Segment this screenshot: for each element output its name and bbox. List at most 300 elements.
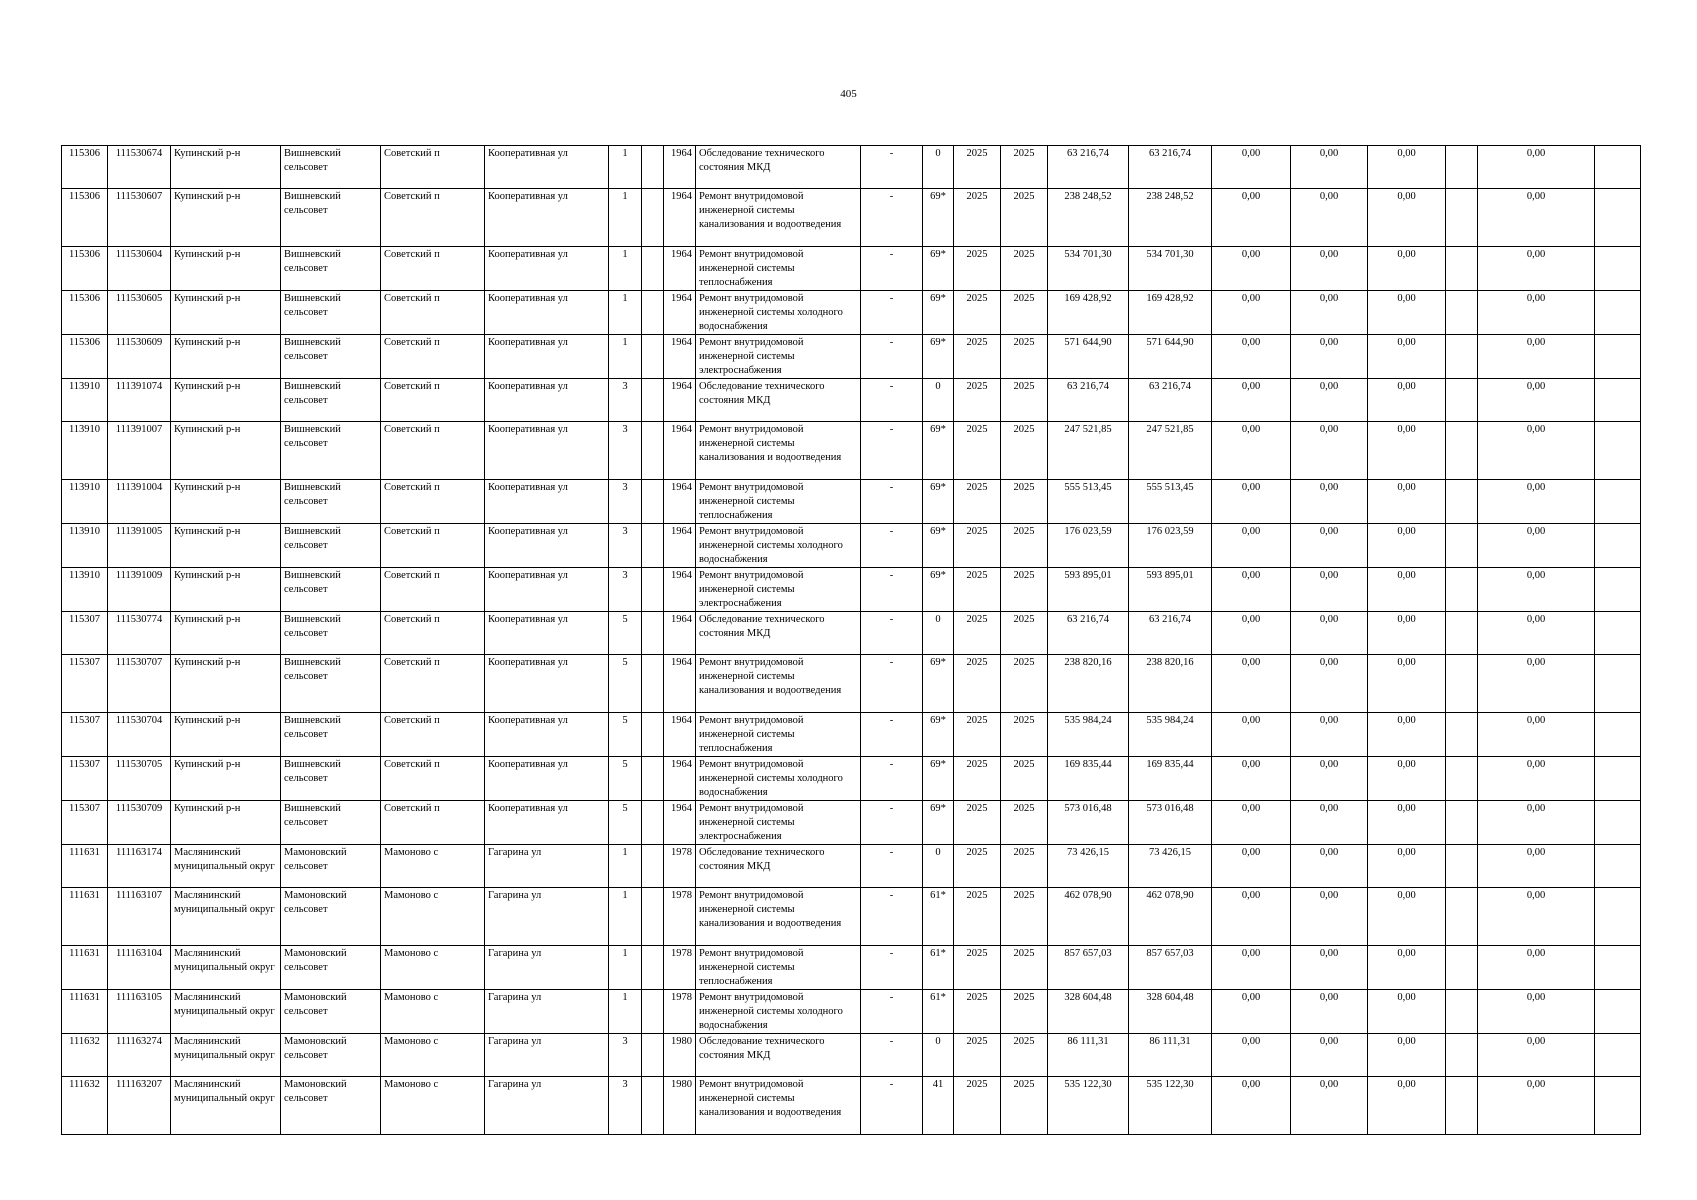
cell-council: Вишневский сельсовет bbox=[281, 335, 381, 379]
cell-fund-6 bbox=[1595, 291, 1641, 335]
cell-start-year: 2025 bbox=[954, 946, 1001, 990]
table-row bbox=[62, 480, 1641, 524]
table-row bbox=[62, 335, 1641, 379]
cell-house-id: 115307 bbox=[62, 801, 108, 845]
cell-sum-cost: 857 657,03 bbox=[1129, 946, 1212, 990]
cell-council: Мамоновский сельсовет bbox=[281, 845, 381, 888]
cell-total-cost: 169 835,44 bbox=[1048, 757, 1129, 801]
cell-fund-6 bbox=[1595, 568, 1641, 612]
cell-fund-1: 0,00 bbox=[1212, 291, 1291, 335]
cell-settlement: Мамоново с bbox=[381, 845, 485, 888]
cell-end-year: 2025 bbox=[1001, 247, 1048, 291]
cell-house-id: 115306 bbox=[62, 335, 108, 379]
cell-end-year: 2025 bbox=[1001, 655, 1048, 713]
cell-house-id: 115306 bbox=[62, 291, 108, 335]
cell-settlement: Советский п bbox=[381, 247, 485, 291]
cell-district: Купинский р-н bbox=[171, 524, 281, 568]
cell-street: Кооперативная ул bbox=[485, 247, 609, 291]
cell-house-number: 5 bbox=[609, 757, 642, 801]
table-row bbox=[62, 422, 1641, 480]
cell-street: Кооперативная ул bbox=[485, 568, 609, 612]
cell-house-number: 1 bbox=[609, 946, 642, 990]
cell-fund-5: 0,00 bbox=[1478, 146, 1595, 189]
cell-dash: - bbox=[861, 189, 923, 247]
cell-house-number: 5 bbox=[609, 612, 642, 655]
cell-fund-2: 0,00 bbox=[1291, 480, 1368, 524]
cell-council: Вишневский сельсовет bbox=[281, 189, 381, 247]
cell-work-code: 111163174 bbox=[108, 845, 171, 888]
cell-build-year: 1964 bbox=[664, 612, 696, 655]
cell-building bbox=[642, 568, 664, 612]
cell-fund-3: 0,00 bbox=[1368, 1077, 1446, 1135]
cell-dash: - bbox=[861, 946, 923, 990]
cell-street: Кооперативная ул bbox=[485, 801, 609, 845]
cell-total-cost: 73 426,15 bbox=[1048, 845, 1129, 888]
cell-fund-3: 0,00 bbox=[1368, 379, 1446, 422]
cell-end-year: 2025 bbox=[1001, 189, 1048, 247]
table-row bbox=[62, 655, 1641, 713]
cell-end-year: 2025 bbox=[1001, 1077, 1048, 1135]
cell-council: Мамоновский сельсовет bbox=[281, 888, 381, 946]
cell-end-year: 2025 bbox=[1001, 801, 1048, 845]
cell-building bbox=[642, 422, 664, 480]
cell-dash: - bbox=[861, 990, 923, 1034]
cell-house-number: 3 bbox=[609, 480, 642, 524]
cell-fund-5: 0,00 bbox=[1478, 247, 1595, 291]
cell-fund-6 bbox=[1595, 480, 1641, 524]
cell-street: Кооперативная ул bbox=[485, 422, 609, 480]
cell-fund-6 bbox=[1595, 335, 1641, 379]
cell-fund-4 bbox=[1446, 713, 1478, 757]
cell-build-year: 1964 bbox=[664, 713, 696, 757]
cell-build-year: 1978 bbox=[664, 990, 696, 1034]
cell-work-code: 111391074 bbox=[108, 379, 171, 422]
cell-wear-percent: 69* bbox=[923, 524, 954, 568]
cell-end-year: 2025 bbox=[1001, 946, 1048, 990]
cell-dash: - bbox=[861, 801, 923, 845]
cell-work-code: 111530774 bbox=[108, 612, 171, 655]
cell-fund-3: 0,00 bbox=[1368, 612, 1446, 655]
cell-work-type: Ремонт внутридомовой инженерной системы холодного водоснабжения bbox=[696, 291, 861, 335]
cell-wear-percent: 0 bbox=[923, 379, 954, 422]
cell-total-cost: 86 111,31 bbox=[1048, 1034, 1129, 1077]
cell-council: Вишневский сельсовет bbox=[281, 291, 381, 335]
cell-street: Кооперативная ул bbox=[485, 757, 609, 801]
table-row bbox=[62, 990, 1641, 1034]
table-row bbox=[62, 845, 1641, 888]
cell-house-id: 113910 bbox=[62, 379, 108, 422]
cell-street: Гагарина ул bbox=[485, 888, 609, 946]
cell-fund-1: 0,00 bbox=[1212, 1034, 1291, 1077]
cell-fund-1: 0,00 bbox=[1212, 946, 1291, 990]
cell-work-code: 111530704 bbox=[108, 713, 171, 757]
cell-house-number: 3 bbox=[609, 379, 642, 422]
cell-fund-2: 0,00 bbox=[1291, 379, 1368, 422]
cell-house-id: 111632 bbox=[62, 1034, 108, 1077]
cell-start-year: 2025 bbox=[954, 291, 1001, 335]
cell-work-code: 111163105 bbox=[108, 990, 171, 1034]
cell-total-cost: 573 016,48 bbox=[1048, 801, 1129, 845]
cell-work-type: Ремонт внутридомовой инженерной системы канализования и водоотведения bbox=[696, 1077, 861, 1135]
cell-fund-1: 0,00 bbox=[1212, 480, 1291, 524]
cell-fund-5: 0,00 bbox=[1478, 888, 1595, 946]
cell-fund-5: 0,00 bbox=[1478, 612, 1595, 655]
cell-fund-5: 0,00 bbox=[1478, 379, 1595, 422]
cell-street: Кооперативная ул bbox=[485, 379, 609, 422]
cell-dash: - bbox=[861, 655, 923, 713]
cell-work-type: Ремонт внутридомовой инженерной системы канализования и водоотведения bbox=[696, 189, 861, 247]
cell-street: Кооперативная ул bbox=[485, 612, 609, 655]
cell-building bbox=[642, 713, 664, 757]
cell-end-year: 2025 bbox=[1001, 335, 1048, 379]
cell-council: Вишневский сельсовет bbox=[281, 757, 381, 801]
cell-build-year: 1964 bbox=[664, 291, 696, 335]
cell-fund-3: 0,00 bbox=[1368, 247, 1446, 291]
cell-fund-6 bbox=[1595, 757, 1641, 801]
cell-wear-percent: 69* bbox=[923, 713, 954, 757]
cell-fund-4 bbox=[1446, 247, 1478, 291]
cell-fund-4 bbox=[1446, 480, 1478, 524]
cell-end-year: 2025 bbox=[1001, 1034, 1048, 1077]
cell-fund-4 bbox=[1446, 189, 1478, 247]
cell-start-year: 2025 bbox=[954, 146, 1001, 189]
cell-sum-cost: 535 984,24 bbox=[1129, 713, 1212, 757]
cell-fund-4 bbox=[1446, 990, 1478, 1034]
cell-work-code: 111530709 bbox=[108, 801, 171, 845]
cell-work-code: 111163107 bbox=[108, 888, 171, 946]
cell-end-year: 2025 bbox=[1001, 524, 1048, 568]
cell-building bbox=[642, 801, 664, 845]
cell-house-number: 1 bbox=[609, 247, 642, 291]
cell-council: Вишневский сельсовет bbox=[281, 801, 381, 845]
cell-total-cost: 535 984,24 bbox=[1048, 713, 1129, 757]
cell-end-year: 2025 bbox=[1001, 146, 1048, 189]
cell-district: Купинский р-н bbox=[171, 655, 281, 713]
cell-fund-6 bbox=[1595, 612, 1641, 655]
cell-fund-1: 0,00 bbox=[1212, 1077, 1291, 1135]
cell-total-cost: 571 644,90 bbox=[1048, 335, 1129, 379]
cell-fund-3: 0,00 bbox=[1368, 189, 1446, 247]
cell-house-id: 115306 bbox=[62, 146, 108, 189]
cell-fund-3: 0,00 bbox=[1368, 990, 1446, 1034]
cell-settlement: Мамоново с bbox=[381, 1034, 485, 1077]
table-row bbox=[62, 189, 1641, 247]
cell-district: Маслянинский муниципальный округ bbox=[171, 946, 281, 990]
cell-fund-2: 0,00 bbox=[1291, 757, 1368, 801]
cell-street: Гагарина ул bbox=[485, 990, 609, 1034]
cell-start-year: 2025 bbox=[954, 1077, 1001, 1135]
cell-house-id: 113910 bbox=[62, 480, 108, 524]
cell-fund-1: 0,00 bbox=[1212, 713, 1291, 757]
cell-settlement: Советский п bbox=[381, 422, 485, 480]
cell-settlement: Советский п bbox=[381, 291, 485, 335]
cell-work-code: 111391009 bbox=[108, 568, 171, 612]
cell-build-year: 1964 bbox=[664, 801, 696, 845]
cell-settlement: Советский п bbox=[381, 189, 485, 247]
cell-work-code: 111530674 bbox=[108, 146, 171, 189]
cell-fund-3: 0,00 bbox=[1368, 845, 1446, 888]
cell-build-year: 1978 bbox=[664, 845, 696, 888]
cell-settlement: Советский п bbox=[381, 612, 485, 655]
cell-council: Мамоновский сельсовет bbox=[281, 990, 381, 1034]
cell-street: Кооперативная ул bbox=[485, 655, 609, 713]
cell-dash: - bbox=[861, 845, 923, 888]
table-row bbox=[62, 946, 1641, 990]
cell-fund-6 bbox=[1595, 247, 1641, 291]
table-row bbox=[62, 801, 1641, 845]
cell-street: Кооперативная ул bbox=[485, 189, 609, 247]
cell-fund-4 bbox=[1446, 888, 1478, 946]
cell-fund-5: 0,00 bbox=[1478, 801, 1595, 845]
cell-fund-2: 0,00 bbox=[1291, 247, 1368, 291]
cell-sum-cost: 63 216,74 bbox=[1129, 612, 1212, 655]
cell-fund-2: 0,00 bbox=[1291, 1034, 1368, 1077]
cell-work-code: 111163104 bbox=[108, 946, 171, 990]
cell-sum-cost: 534 701,30 bbox=[1129, 247, 1212, 291]
cell-fund-3: 0,00 bbox=[1368, 655, 1446, 713]
table-row bbox=[62, 247, 1641, 291]
cell-fund-3: 0,00 bbox=[1368, 335, 1446, 379]
cell-street: Гагарина ул bbox=[485, 946, 609, 990]
cell-house-number: 3 bbox=[609, 422, 642, 480]
cell-district: Купинский р-н bbox=[171, 379, 281, 422]
cell-total-cost: 238 820,16 bbox=[1048, 655, 1129, 713]
cell-fund-4 bbox=[1446, 422, 1478, 480]
cell-street: Кооперативная ул bbox=[485, 291, 609, 335]
cell-council: Вишневский сельсовет bbox=[281, 713, 381, 757]
cell-wear-percent: 69* bbox=[923, 757, 954, 801]
cell-fund-4 bbox=[1446, 1077, 1478, 1135]
cell-work-type: Ремонт внутридомовой инженерной системы теплоснабжения bbox=[696, 713, 861, 757]
cell-start-year: 2025 bbox=[954, 1034, 1001, 1077]
cell-dash: - bbox=[861, 247, 923, 291]
cell-fund-4 bbox=[1446, 757, 1478, 801]
cell-wear-percent: 69* bbox=[923, 247, 954, 291]
cell-district: Купинский р-н bbox=[171, 335, 281, 379]
cell-council: Вишневский сельсовет bbox=[281, 612, 381, 655]
cell-street: Кооперативная ул bbox=[485, 713, 609, 757]
cell-fund-6 bbox=[1595, 845, 1641, 888]
cell-dash: - bbox=[861, 568, 923, 612]
cell-house-id: 113910 bbox=[62, 422, 108, 480]
cell-dash: - bbox=[861, 291, 923, 335]
cell-fund-2: 0,00 bbox=[1291, 422, 1368, 480]
cell-work-type: Обследование технического состояния МКД bbox=[696, 379, 861, 422]
cell-building bbox=[642, 757, 664, 801]
cell-total-cost: 63 216,74 bbox=[1048, 612, 1129, 655]
cell-house-id: 111631 bbox=[62, 888, 108, 946]
cell-work-code: 111163207 bbox=[108, 1077, 171, 1135]
cell-fund-3: 0,00 bbox=[1368, 480, 1446, 524]
cell-fund-2: 0,00 bbox=[1291, 146, 1368, 189]
cell-work-type: Ремонт внутридомовой инженерной системы теплоснабжения bbox=[696, 480, 861, 524]
cell-build-year: 1964 bbox=[664, 524, 696, 568]
cell-dash: - bbox=[861, 1077, 923, 1135]
cell-house-id: 115307 bbox=[62, 757, 108, 801]
cell-settlement: Советский п bbox=[381, 568, 485, 612]
cell-work-type: Ремонт внутридомовой инженерной системы холодного водоснабжения bbox=[696, 524, 861, 568]
cell-dash: - bbox=[861, 888, 923, 946]
cell-dash: - bbox=[861, 713, 923, 757]
cell-work-type: Ремонт внутридомовой инженерной системы канализования и водоотведения bbox=[696, 655, 861, 713]
cell-fund-3: 0,00 bbox=[1368, 568, 1446, 612]
cell-fund-4 bbox=[1446, 1034, 1478, 1077]
cell-fund-4 bbox=[1446, 379, 1478, 422]
cell-wear-percent: 41 bbox=[923, 1077, 954, 1135]
cell-fund-2: 0,00 bbox=[1291, 946, 1368, 990]
cell-sum-cost: 169 835,44 bbox=[1129, 757, 1212, 801]
cell-total-cost: 169 428,92 bbox=[1048, 291, 1129, 335]
cell-fund-2: 0,00 bbox=[1291, 335, 1368, 379]
cell-sum-cost: 63 216,74 bbox=[1129, 146, 1212, 189]
cell-district: Купинский р-н bbox=[171, 801, 281, 845]
cell-work-type: Ремонт внутридомовой инженерной системы электроснабжения bbox=[696, 568, 861, 612]
table-row bbox=[62, 524, 1641, 568]
cell-council: Мамоновский сельсовет bbox=[281, 1077, 381, 1135]
cell-building bbox=[642, 1034, 664, 1077]
cell-fund-2: 0,00 bbox=[1291, 612, 1368, 655]
cell-total-cost: 857 657,03 bbox=[1048, 946, 1129, 990]
cell-building bbox=[642, 612, 664, 655]
cell-fund-2: 0,00 bbox=[1291, 524, 1368, 568]
cell-start-year: 2025 bbox=[954, 568, 1001, 612]
cell-dash: - bbox=[861, 146, 923, 189]
cell-start-year: 2025 bbox=[954, 612, 1001, 655]
cell-fund-2: 0,00 bbox=[1291, 888, 1368, 946]
cell-street: Кооперативная ул bbox=[485, 480, 609, 524]
cell-fund-6 bbox=[1595, 801, 1641, 845]
cell-work-code: 111391004 bbox=[108, 480, 171, 524]
cell-fund-3: 0,00 bbox=[1368, 801, 1446, 845]
cell-sum-cost: 247 521,85 bbox=[1129, 422, 1212, 480]
cell-fund-1: 0,00 bbox=[1212, 422, 1291, 480]
cell-house-number: 5 bbox=[609, 713, 642, 757]
cell-fund-4 bbox=[1446, 946, 1478, 990]
cell-work-code: 111391005 bbox=[108, 524, 171, 568]
cell-house-number: 3 bbox=[609, 1077, 642, 1135]
cell-start-year: 2025 bbox=[954, 247, 1001, 291]
cell-building bbox=[642, 946, 664, 990]
cell-settlement: Советский п bbox=[381, 335, 485, 379]
cell-dash: - bbox=[861, 335, 923, 379]
cell-work-code: 111391007 bbox=[108, 422, 171, 480]
cell-fund-2: 0,00 bbox=[1291, 1077, 1368, 1135]
cell-sum-cost: 328 604,48 bbox=[1129, 990, 1212, 1034]
cell-fund-5: 0,00 bbox=[1478, 655, 1595, 713]
cell-settlement: Советский п bbox=[381, 524, 485, 568]
cell-building bbox=[642, 291, 664, 335]
cell-sum-cost: 535 122,30 bbox=[1129, 1077, 1212, 1135]
cell-fund-5: 0,00 bbox=[1478, 713, 1595, 757]
cell-fund-5: 0,00 bbox=[1478, 291, 1595, 335]
cell-wear-percent: 69* bbox=[923, 189, 954, 247]
cell-work-code: 111163274 bbox=[108, 1034, 171, 1077]
cell-fund-3: 0,00 bbox=[1368, 888, 1446, 946]
cell-wear-percent: 69* bbox=[923, 422, 954, 480]
cell-wear-percent: 69* bbox=[923, 480, 954, 524]
cell-work-code: 111530607 bbox=[108, 189, 171, 247]
cell-council: Вишневский сельсовет bbox=[281, 655, 381, 713]
cell-district: Маслянинский муниципальный округ bbox=[171, 1077, 281, 1135]
cell-fund-2: 0,00 bbox=[1291, 801, 1368, 845]
cell-fund-4 bbox=[1446, 612, 1478, 655]
cell-total-cost: 593 895,01 bbox=[1048, 568, 1129, 612]
cell-building bbox=[642, 379, 664, 422]
cell-fund-5: 0,00 bbox=[1478, 990, 1595, 1034]
cell-fund-3: 0,00 bbox=[1368, 713, 1446, 757]
cell-fund-1: 0,00 bbox=[1212, 189, 1291, 247]
cell-build-year: 1978 bbox=[664, 888, 696, 946]
cell-work-type: Обследование технического состояния МКД bbox=[696, 146, 861, 189]
cell-work-code: 111530609 bbox=[108, 335, 171, 379]
cell-total-cost: 247 521,85 bbox=[1048, 422, 1129, 480]
cell-fund-4 bbox=[1446, 524, 1478, 568]
cell-fund-4 bbox=[1446, 655, 1478, 713]
cell-district: Купинский р-н bbox=[171, 189, 281, 247]
cell-build-year: 1964 bbox=[664, 189, 696, 247]
cell-start-year: 2025 bbox=[954, 713, 1001, 757]
cell-fund-3: 0,00 bbox=[1368, 1034, 1446, 1077]
cell-house-id: 115307 bbox=[62, 655, 108, 713]
cell-fund-4 bbox=[1446, 291, 1478, 335]
cell-district: Маслянинский муниципальный округ bbox=[171, 888, 281, 946]
cell-fund-6 bbox=[1595, 990, 1641, 1034]
cell-dash: - bbox=[861, 379, 923, 422]
cell-fund-2: 0,00 bbox=[1291, 291, 1368, 335]
cell-work-type: Ремонт внутридомовой инженерной системы теплоснабжения bbox=[696, 247, 861, 291]
cell-work-code: 111530705 bbox=[108, 757, 171, 801]
cell-fund-4 bbox=[1446, 146, 1478, 189]
cell-build-year: 1964 bbox=[664, 568, 696, 612]
cell-council: Вишневский сельсовет bbox=[281, 146, 381, 189]
cell-fund-4 bbox=[1446, 568, 1478, 612]
cell-fund-2: 0,00 bbox=[1291, 568, 1368, 612]
cell-start-year: 2025 bbox=[954, 379, 1001, 422]
cell-council: Вишневский сельсовет bbox=[281, 379, 381, 422]
cell-council: Вишневский сельсовет bbox=[281, 422, 381, 480]
cell-street: Гагарина ул bbox=[485, 1034, 609, 1077]
cell-sum-cost: 63 216,74 bbox=[1129, 379, 1212, 422]
cell-fund-1: 0,00 bbox=[1212, 335, 1291, 379]
cell-council: Вишневский сельсовет bbox=[281, 247, 381, 291]
cell-settlement: Мамоново с bbox=[381, 888, 485, 946]
cell-fund-5: 0,00 bbox=[1478, 757, 1595, 801]
cell-build-year: 1964 bbox=[664, 146, 696, 189]
cell-fund-1: 0,00 bbox=[1212, 801, 1291, 845]
cell-building bbox=[642, 655, 664, 713]
cell-build-year: 1964 bbox=[664, 335, 696, 379]
cell-building bbox=[642, 480, 664, 524]
cell-fund-5: 0,00 bbox=[1478, 946, 1595, 990]
cell-fund-5: 0,00 bbox=[1478, 480, 1595, 524]
cell-total-cost: 535 122,30 bbox=[1048, 1077, 1129, 1135]
cell-end-year: 2025 bbox=[1001, 990, 1048, 1034]
cell-total-cost: 534 701,30 bbox=[1048, 247, 1129, 291]
cell-fund-4 bbox=[1446, 845, 1478, 888]
cell-work-type: Ремонт внутридомовой инженерной системы канализования и водоотведения bbox=[696, 888, 861, 946]
cell-house-id: 115306 bbox=[62, 189, 108, 247]
cell-house-number: 5 bbox=[609, 655, 642, 713]
cell-fund-6 bbox=[1595, 524, 1641, 568]
cell-work-type: Обследование технического состояния МКД bbox=[696, 1034, 861, 1077]
cell-wear-percent: 0 bbox=[923, 146, 954, 189]
cell-work-type: Обследование технического состояния МКД bbox=[696, 845, 861, 888]
cell-end-year: 2025 bbox=[1001, 568, 1048, 612]
cell-settlement: Советский п bbox=[381, 713, 485, 757]
cell-settlement: Советский п bbox=[381, 655, 485, 713]
cell-fund-4 bbox=[1446, 335, 1478, 379]
cell-district: Купинский р-н bbox=[171, 757, 281, 801]
